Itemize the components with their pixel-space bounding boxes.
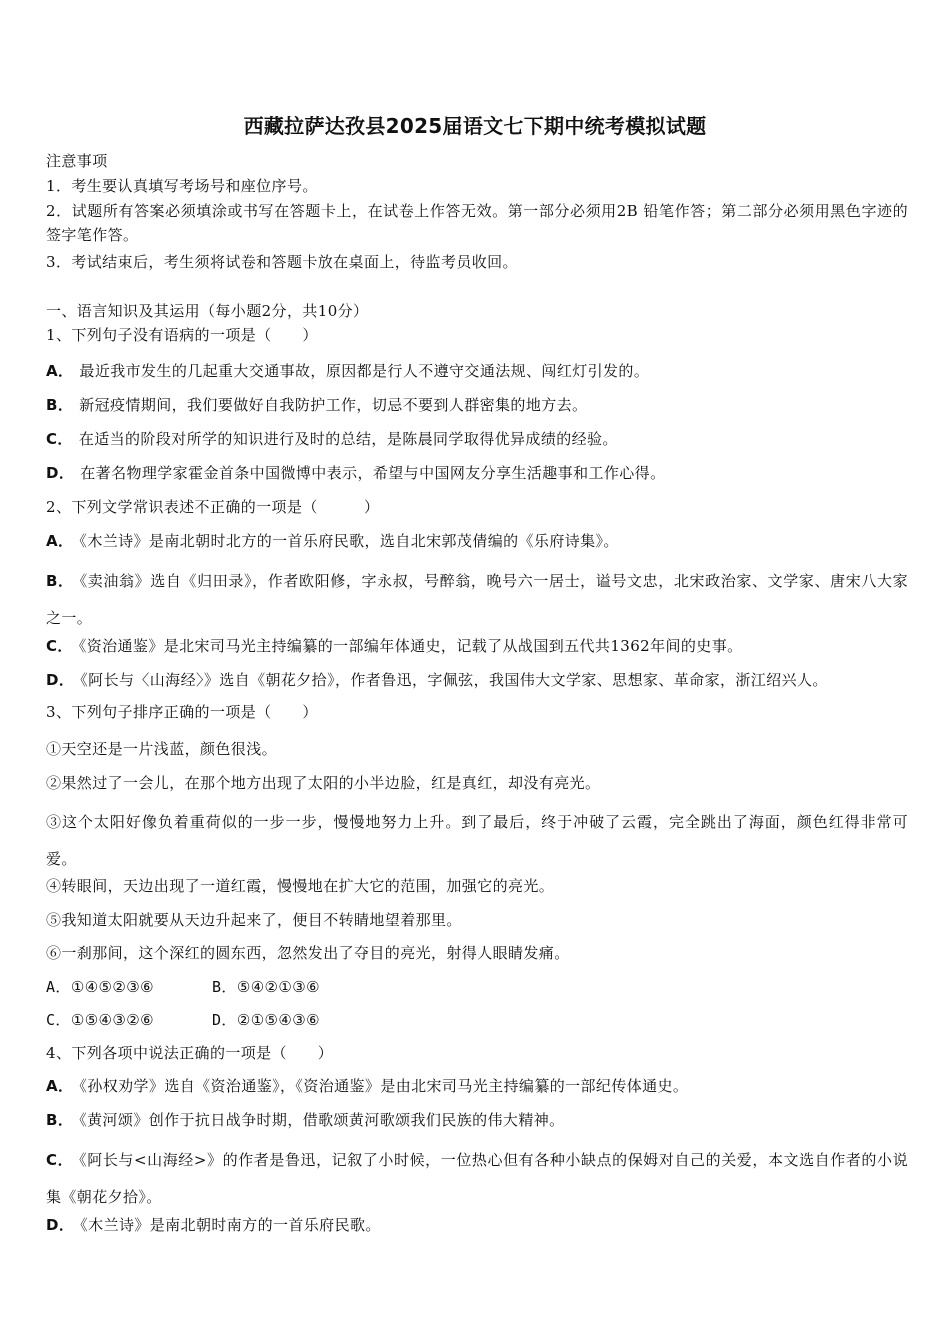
option-text: 最近我市发生的几起重大交通事故，原因都是行人不遵守交通法规、闯红灯引发的。	[79, 362, 650, 380]
q3-sentence-1: ①天空还是一片浅蓝，颜色很浅。	[46, 740, 278, 758]
option-text: ②①⑤④③⑥	[236, 1011, 320, 1029]
notice-item-1: 1．考生要认真填写考场号和座位序号。	[46, 177, 318, 195]
option-text: 《卖油翁》选自《归田录》，作者欧阳修，字永叔，号醉翁，晚号六一居士，谥号文忠，北宋政治家、文学家、唐宋八大家之一。	[46, 572, 909, 627]
option-text: 新冠疫情期间，我们要做好自我防护工作，切忌不要到人群密集的地方去。	[79, 396, 588, 414]
notice-heading: 注意事项	[46, 152, 108, 170]
option-label: B．	[212, 978, 237, 996]
notice-item-3: 3．考试结束后，考生须将试卷和答题卡放在桌面上，待监考员收回。	[46, 253, 518, 271]
option-label: C．	[46, 1151, 74, 1169]
notice-item-2: 2．试题所有答案必须填涂或书写在答题卡上，在试卷上作答无效。第一部分必须用2B 铅笔作答；第二部分必须用黑色字迹的签字笔作答。	[46, 202, 908, 244]
q4-option-b	[46, 1108, 908, 1132]
option-label: D．	[46, 1216, 75, 1234]
question-3-stem: 3、下列句子排序正确的一项是（ ）	[46, 703, 318, 721]
page-title: 西藏拉萨达孜县2025届语文七下期中统考模拟试题	[243, 114, 707, 138]
option-label: D．	[46, 671, 75, 689]
option-label: D．	[46, 464, 75, 482]
option-label: A．	[46, 978, 71, 996]
q3-sentence-2: ②果然过了一会儿，在那个地方出现了太阳的小半边脸，红是真红，却没有亮光。	[46, 774, 601, 792]
q3-option-b	[212, 975, 320, 999]
option-label: B．	[46, 572, 74, 590]
option-label: A．	[46, 532, 74, 550]
q2-option-b	[46, 563, 908, 637]
q3-option-d	[212, 1008, 320, 1032]
option-text: 《阿长与<山海经>》的作者是鲁迅，记叙了小时候，一位热心但有各种小缺点的保姆对自己的关爱，本文选自作者的小说集《朝花夕拾》。	[46, 1151, 908, 1206]
q3-options-row-2	[46, 1008, 908, 1032]
option-label: C．	[46, 1011, 71, 1029]
question-4-stem: 4、下列各项中说法正确的一项是（ ）	[46, 1044, 334, 1062]
q3-sentence-3: ③这个太阳好像负着重荷似的一步一步，慢慢地努力上升。到了最后，终于冲破了云霞，完全跳出了海面，颜色红得非常可爱。	[46, 813, 908, 868]
option-text: ①⑤④③②⑥	[70, 1011, 154, 1029]
option-label: A．	[46, 1077, 74, 1095]
q3-sentence-5: ⑤我知道太阳就要从天边升起来了，便目不转睛地望着那里。	[46, 911, 462, 929]
option-text: 《阿长与〈山海经〉》选自《朝花夕拾》，作者鲁迅，字佩弦，我国伟大文学家、思想家、革命家，浙江绍兴人。	[80, 671, 828, 689]
option-label: B．	[46, 1111, 74, 1129]
option-text: 《木兰诗》是南北朝时南方的一首乐府民歌。	[80, 1216, 381, 1234]
q3-option-a	[46, 978, 154, 996]
q4-option-d	[46, 1213, 908, 1237]
section-heading: 一、语言知识及其运用（每小题2分，共10分）	[46, 302, 369, 320]
q4-option-a	[46, 1074, 908, 1098]
option-text: 《孙权劝学》选自《资治通鉴》，《资治通鉴》是由北宋司马光主持编纂的一部纪传体通史。	[79, 1077, 689, 1095]
option-text: 《木兰诗》是南北朝时北方的一首乐府民歌，选自北宋郭茂倩编的《乐府诗集》。	[79, 532, 619, 550]
q2-option-c	[46, 634, 908, 658]
option-text: ⑤④②①③⑥	[236, 978, 320, 996]
q3-options-row-1	[46, 975, 908, 999]
q4-option-c	[46, 1142, 908, 1216]
q3-option-c	[46, 1011, 154, 1029]
q1-option-b	[46, 393, 908, 417]
q1-option-d	[46, 461, 908, 485]
option-text: 《资治通鉴》是北宋司马光主持编纂的一部编年体通史，记载了从战国到五代共1362年间的史事。	[78, 637, 743, 655]
q2-option-d	[46, 668, 908, 692]
option-label: D．	[212, 1011, 237, 1029]
option-label: C．	[46, 637, 73, 655]
option-text: ①④⑤②③⑥	[70, 978, 154, 996]
option-label: C．	[46, 430, 73, 448]
q2-option-a	[46, 529, 908, 553]
question-1-stem: 1、下列句子没有语病的一项是（ ）	[46, 326, 318, 344]
question-2-stem: 2、下列文学常识表述不正确的一项是（ ）	[46, 498, 380, 516]
option-label: B．	[46, 396, 74, 414]
option-text: 《黄河颂》创作于抗日战争时期，借歌颂黄河歌颂我们民族的伟大精神。	[79, 1111, 565, 1129]
option-text: 在著名物理学家霍金首条中国微博中表示，希望与中国网友分享生活趣事和工作心得。	[80, 464, 666, 482]
option-text: 在适当的阶段对所学的知识进行及时的总结，是陈晨同学取得优异成绩的经验。	[78, 430, 618, 448]
option-label: A．	[46, 362, 74, 380]
q3-sentence-6: ⑥一刹那间，这个深红的圆东西，忽然发出了夺目的亮光，射得人眼睛发痛。	[46, 944, 570, 962]
q1-option-c	[46, 427, 908, 451]
q1-option-a	[46, 359, 908, 383]
q3-sentence-4: ④转眼间，天边出现了一道红霞，慢慢地在扩大它的范围，加强它的亮光。	[46, 877, 555, 895]
